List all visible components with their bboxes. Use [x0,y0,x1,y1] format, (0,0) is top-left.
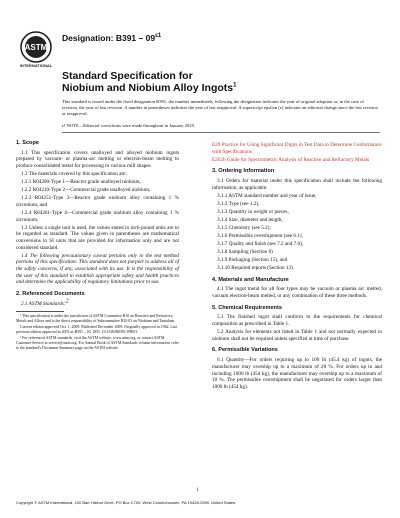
paragraph: 1.3 Unless a single unit is used, the values stated in inch-pound units are to be regarded as standard. The values given in parentheses are mathematical conversions to SI units that are provided for information only and are not considered standard. [16,224,179,251]
section-heading: 1. Scope [16,140,40,146]
section-heading: 6. Permissible Variations [212,347,278,354]
footnote: Current edition approved Oct. 1, 2009. Published December 2009. Originally approved in 1962. Last previous edition approved in 2003 as B391 – 03. DOI: 10.1520/B0391-09E01. [16,324,178,334]
logo-text: ASTM [24,43,48,52]
paragraph: 4.1 The ingot metal for all four types may be vacuum or plasma arc melted, vacuum electron-beam melted, or any combination of these three methods. [212,286,382,299]
list-item: 3.1.6 Permissible overshipment (see 6.1), [217,232,303,239]
paragraph: 2.1 ASTM Standards:2 [21,298,69,307]
paragraph: 1.2.3 R04251-Type 3—Reactor grade niobium alloy containing 1 % zirconium, and [16,195,179,208]
list-item: 3.1.10 Required reports (Section 13). [217,264,295,271]
paragraph: 1.2.1 R04200-Type 1—Reactor grade unalloyed niobium, [21,179,141,186]
list-item: 3.1.9 Packaging (Section 15), and [217,256,288,263]
reference-link[interactable]: E29 Practice for Using Significant Digits in Test Data to Determine Conformance with Specifications [212,142,382,155]
document-title: Standard Specification for Niobium and Niobium Alloy Ingots$^1$ [62,70,237,94]
paragraph: 1.1 This specification covers unalloyed and alloyed niobium ingots prepared by vacuum- or plasma-arc melting or electron-beam melting to produce consolidated metal for processing to various mill shapes. [16,149,179,170]
header-divider [62,132,380,133]
editorial-note: ε¹ NOTE—Editorial corrections were made throughout in January 2010. [62,123,196,128]
footnote: ¹ This specification is under the jurisdiction of ASTM Committee B10 on Reactive and Refractory Metals and Alloys and is the direct responsibility of Subcommittee B10.03 on Niobium and Tantalum. [16,313,175,323]
paragraph: 6.1 Quantity—For orders requiring up to 100 lb (45.4 kg) of ingots, the manufacturer may overship up to a maximum of 20 %. For orders up to and including 1000 lb (454 kg), the manufacturer may overship up to a maximum of 10 %. The permissible overshipment shall be negotiated for orders larger than 1000 lb (454 kg). [212,357,382,390]
copyright-footer: Copyright © ASTM International, 100 Barr Harbor Drive, PO Box C700, West Conshohocken, PA 19428-2959, United States. [16,500,237,505]
section-heading: 2. Referenced Documents [16,291,85,298]
section-heading: 5. Chemical Requirements [212,304,282,311]
list-item: 3.1.7 Quality and finish (see 7.2 and 7.6), [217,240,304,247]
standard-notice: This standard is issued under the fixed designation B391; the number immediately following the designation indicates the year of original adoption or, in the case of revision, the year of last revision. A number in parentheses indicates the year of last reapproval. A superscript epsilon (ε) indicates an editorial change since the last revision or reapproval. [62,99,378,116]
right-column [212,142,382,392]
paragraph: 1.2.4 R04261-Type 4—Commercial grade niobium alloy containing 1 % zirconium. [16,209,179,223]
paragraph: 1.2.2 R04210-Type 2—Commercial grade unalloyed niobium, [21,187,151,194]
list-item: 3.1.3 Quantity in weight or pieces, [217,208,289,215]
paragraph: 1.2 The materials covered by this specification are: [21,171,127,178]
left-column [16,140,179,352]
list-item: 3.1.4 Size, diameter and length, [217,216,283,223]
page-number: 1 [196,488,199,493]
designation: Designation: $B391 - 09^{\varepsilon 1}$ [62,33,162,43]
list-item: 3.1.2 Type (see 1.2), [217,200,260,207]
astm-logo [16,30,56,68]
paragraph: 1.4 The following precautionary caveat pertains only to the test method portions of this specification: This standard does not purport to address all of the safety concerns, if any, associated with its use. It is the responsibility of the user of this standard to establish appropriate safety and health practices and determine the applicability of regulatory limitations prior to use. [16,252,179,286]
list-item: 3.1.8 Sampling (Section 8) [217,248,273,255]
paragraph: 5.2 Analysis for elements not listed in Table 1 and not normally expected in niobium shall not be required unless specified at time of purchase. [212,329,382,342]
logo-subtext: INTERNATIONAL [19,63,53,68]
footnote-divider [16,311,64,312]
section-heading: 3. Ordering Information [212,168,275,175]
list-item: 3.1.5 Chemistry (see 5.2), [217,224,271,231]
paragraph: 5.1 The finished ingot shall conform to the requirements for chemical composition as prescribed in Table 1. [212,314,382,328]
reference-link[interactable]: E262b Guide for Spectrometric Analysis of Reactive and Refractory Metals [212,156,370,163]
list-item: 3.1.1 ASTM standard number and year of issue, [217,192,317,199]
paragraph: 3.1 Orders for material under this specification shall include the following information, as applicable: [212,178,382,191]
section-heading: 4. Materials and Manufacture [212,276,289,283]
footnote: ² For referenced ASTM standards, visit the ASTM website, www.astm.org, or contact ASTM Customer Service at service@astm.org. For Annual Book of ASTM Standards volume information, refer to the standard's Document Summary page on the ASTM website. [16,335,179,350]
